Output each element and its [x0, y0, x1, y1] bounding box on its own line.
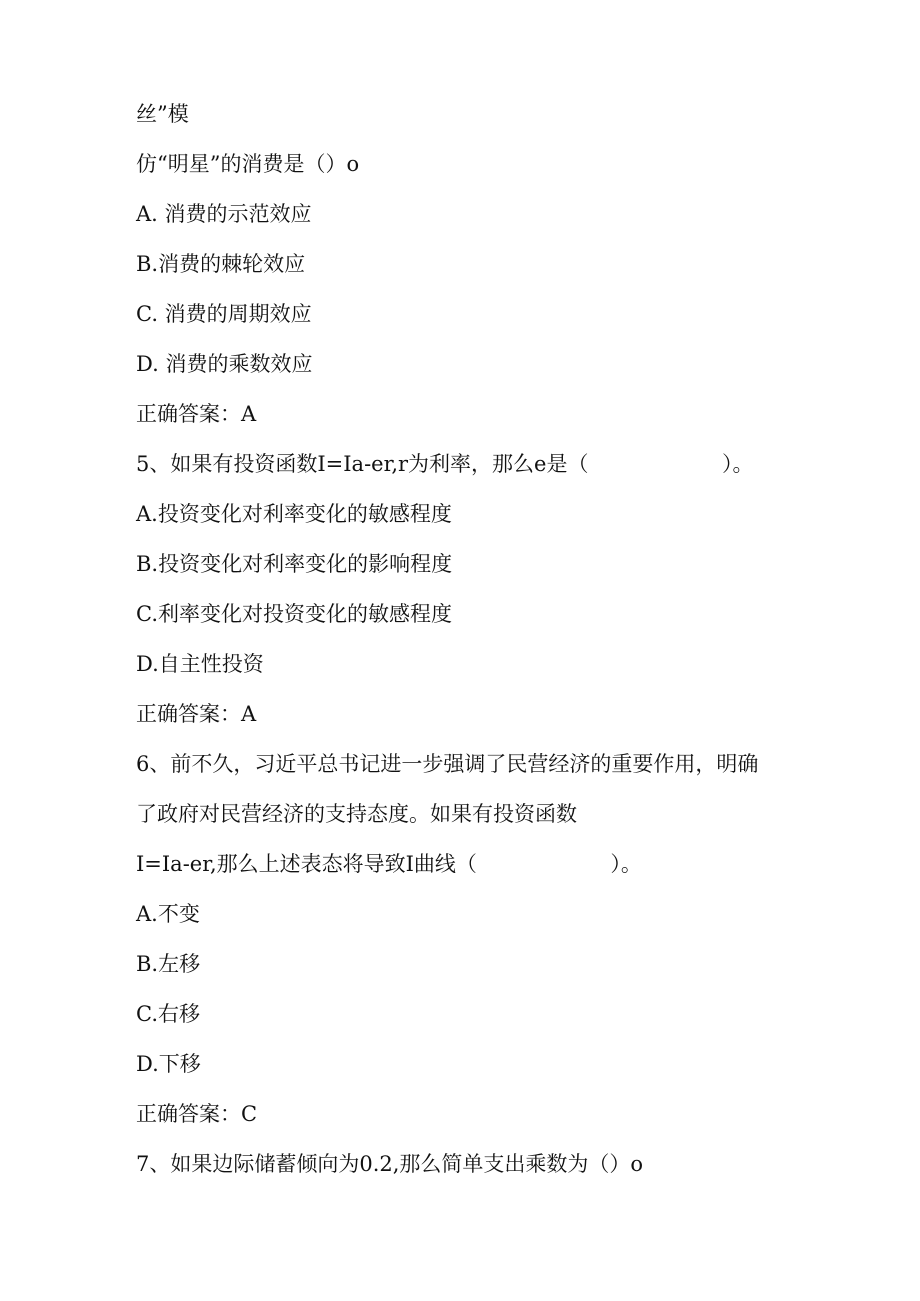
question-6-stem-line-1: 6、前不久，习近平总书记进一步强调了民营经济的重要作用，明确 [136, 752, 759, 776]
question-5-option-b: B.投资变化对利率变化的影响程度 [136, 552, 453, 576]
question-4-stem: 仿“明星”的消费是（）o [136, 152, 360, 176]
question-4-option-b: B.消费的棘轮效应 [136, 252, 306, 276]
question-6-stem-line-2: 了政府对民营经济的支持态度。如果有投资函数 [136, 802, 577, 826]
question-4-option-a: A. 消费的示范效应 [136, 202, 312, 226]
question-5-option-a: A.投资变化对利率变化的敏感程度 [136, 502, 452, 526]
question-6-option-c: C.右移 [136, 1002, 200, 1026]
question-4-option-d: D. 消费的乘数效应 [136, 352, 313, 376]
question-7-stem: 7、如果边际储蓄倾向为0.2,那么简单支出乘数为（）o [136, 1152, 644, 1176]
question-5-stem: 5、如果有投资函数I=Ia-er,r为利率，那么e是（ ）。 [136, 452, 754, 476]
question-5-answer: 正确答案：A [136, 702, 257, 726]
text-line: 丝”模 [136, 102, 189, 126]
question-5-option-c: C.利率变化对投资变化的敏感程度 [136, 602, 452, 626]
question-6-option-b: B.左移 [136, 952, 201, 976]
question-5-option-d: D.自主性投资 [136, 652, 264, 676]
question-6-option-a: A.不变 [136, 902, 200, 926]
question-4-answer: 正确答案：A [136, 402, 257, 426]
question-6-answer: 正确答案：C [136, 1102, 258, 1126]
question-6-stem-line-3: I=Ia-er,那么上述表态将导致I曲线（ ）。 [136, 852, 642, 876]
question-4-option-c: C. 消费的周期效应 [136, 302, 312, 326]
question-6-option-d: D.下移 [136, 1052, 201, 1076]
